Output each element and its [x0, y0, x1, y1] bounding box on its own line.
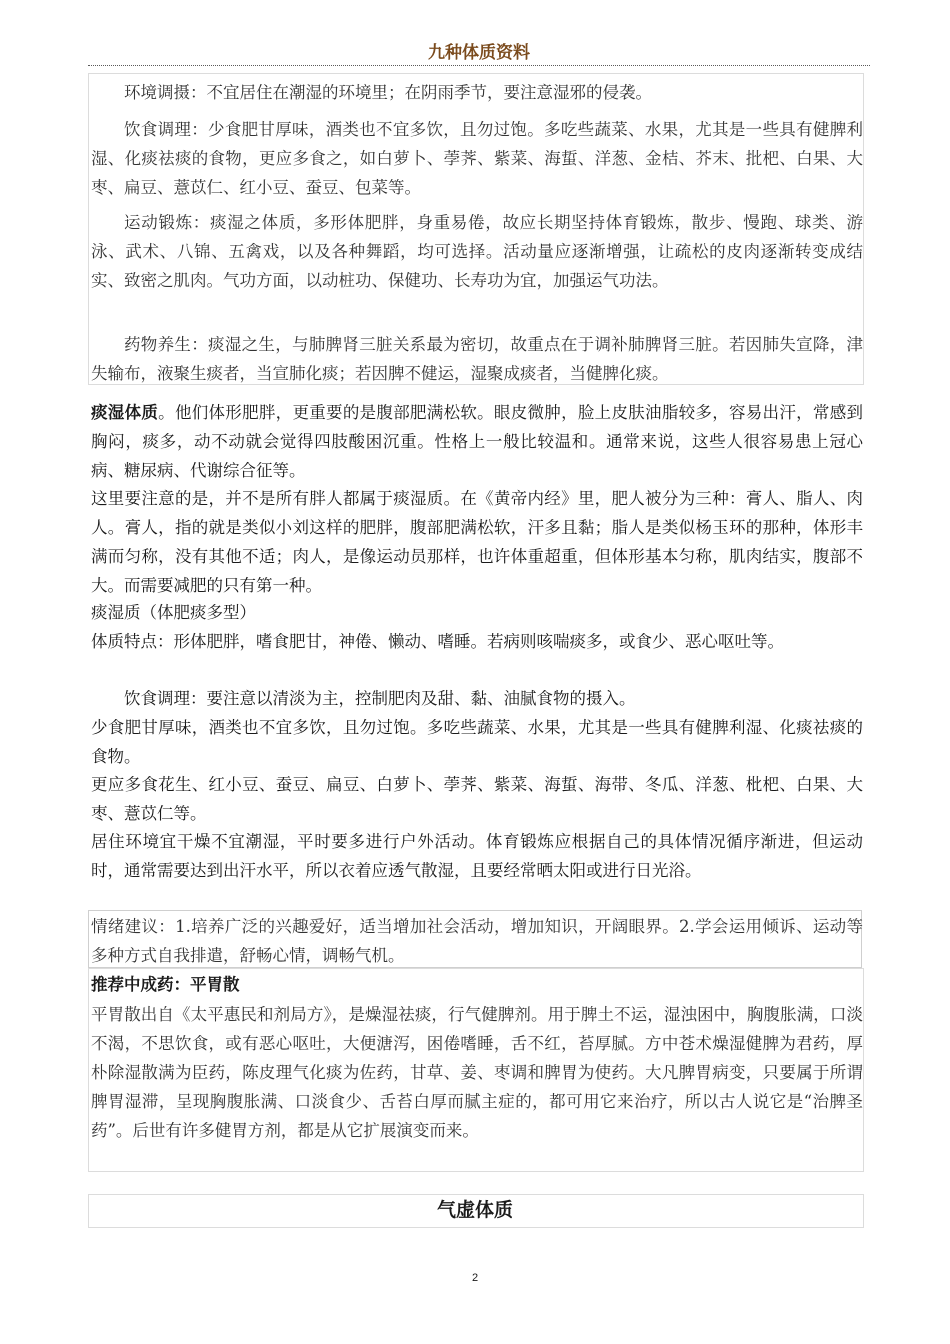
recommended-medicine-title: 推荐中成药：平胃散 — [91, 975, 240, 994]
medicine-paragraph: 药物养生：痰湿之生，与肺脾肾三脏关系最为密切，故重点在于调补肺脾肾三脏。若因肺失宣降，津失输布，液聚生痰者，当宣肺化痰；若因脾不健运，湿聚成痰者，当健脾化痰。 — [91, 335, 863, 383]
recommended-medicine-text: 平胃散出自《太平惠民和剂局方》，是燥湿祛痰，行气健脾剂。用于脾土不运，湿浊困中，胸腹胀满，口淡不渴，不思饮食，或有恶心呕吐，大便溏泻，困倦嗜睡，舌不红，苔厚腻。方中苍术燥湿健脾为君药，厚朴除湿散满为臣药，陈皮理气化痰为佐药，甘草、姜、枣调和脾胃为使药。大凡脾胃病变，只要属于所谓脾胃湿滞，呈现胸腹胀满、口淡食少、舌苔白厚而腻主症的，都可用它来治疗，所以古人说它是“治脾圣药”。后世有许多健胃方剂，都是从它扩展演变而来。 — [91, 1005, 863, 1140]
phlegm-damp-description: 。他们体形肥胖，更重要的是腹部肥满松软。眼皮微肿，脸上皮肤油脂较多，容易出汗，常感到胸闷，痰多，动不动就会觉得四肢酸困沉重。性格上一般比较温和。通常来说，这些人很容易患上冠心病、糖尿病、代谢综合征等。 — [91, 403, 864, 480]
environment-paragraph: 环境调摄：不宜居住在潮湿的环境里；在阴雨季节，要注意湿邪的侵袭。 — [124, 83, 652, 102]
exercise-paragraph: 运动锻炼：痰湿之体质，多形体肥胖，身重易倦，故应长期坚持体育锻炼，散步、慢跑、球类、游泳、武术、八锦、五禽戏，以及各种舞蹈，均可选择。活动量应逐渐增强，让疏松的皮肉逐渐转变成结实、致密之肌肉。气功方面，以动桩功、保健功、长寿功为宜，加强运气功法。 — [91, 213, 863, 290]
next-section-title: 气虚体质 — [436, 1199, 513, 1221]
food-list-paragraph: 更应多食花生、红小豆、蚕豆、扁豆、白萝卜、荸荠、紫菜、海蜇、海带、冬瓜、洋葱、枇杷、白果、大枣、薏苡仁等。 — [91, 775, 863, 823]
diet-advice-paragraph: 饮食调理：要注意以清淡为主，控制肥肉及甜、黏、油腻食物的摄入。 — [124, 689, 636, 708]
constitution-subtitle: 痰湿质（体肥痰多型） — [91, 603, 256, 622]
diet-paragraph: 饮食调理：少食肥甘厚味，酒类也不宜多饮，且勿过饱。多吃些蔬菜、水果，尤其是一些具有健脾利湿、化痰祛痰的食物，更应多食之，如白萝卜、荸荠、紫菜、海蜇、洋葱、金桔、芥末、批杷、白果、大枣、扁豆、薏苡仁、红小豆、蚕豆、包菜等。 — [91, 120, 863, 197]
phlegm-damp-intro — [91, 398, 863, 485]
phlegm-damp-term: 痰湿体质 — [91, 403, 159, 422]
food-advice-paragraph: 少食肥甘厚味，酒类也不宜多饮，且勿过饱。多吃些蔬菜、水果，尤其是一些具有健脾利湿、化痰祛痰的食物。 — [91, 718, 863, 766]
header-divider — [88, 65, 870, 66]
characteristics-paragraph: 体质特点：形体肥胖，嗜食肥甘，神倦、懒动、嗜睡。若病则咳喘痰多，或食少、恶心呕吐等。 — [91, 632, 784, 651]
page-header-title: 九种体质资料 — [428, 43, 530, 63]
page-number: 2 — [471, 1272, 479, 1284]
living-advice-paragraph: 居住环境宜干燥不宜潮湿，平时要多进行户外活动。体育锻炼应根据自己的具体情况循序渐进，但运动时，通常需要达到出汗水平，所以衣着应透气散湿，且要经常晒太阳或进行日光浴。 — [91, 832, 863, 880]
fat-types-paragraph: 这里要注意的是，并不是所有胖人都属于痰湿质。在《黄帝内经》里，肥人被分为三种：膏人、脂人、肉人。膏人，指的就是类似小刘这样的肥胖，腹部肥满松软，汗多且黏；脂人是类似杨玉环的那种，体形丰满而匀称，没有其他不适；肉人，是像运动员那样，也许体重超重，但体形基本匀称，肌肉结实，腹部不大。而需要减肥的只有第一种。 — [91, 489, 863, 595]
emotion-advice-paragraph: 情绪建议：1.培养广泛的兴趣爱好，适当增加社会活动，增加知识，开阔眼界。2.学会运用倾诉、运动等多种方式自我排遣，舒畅心情，调畅气机。 — [91, 917, 863, 965]
